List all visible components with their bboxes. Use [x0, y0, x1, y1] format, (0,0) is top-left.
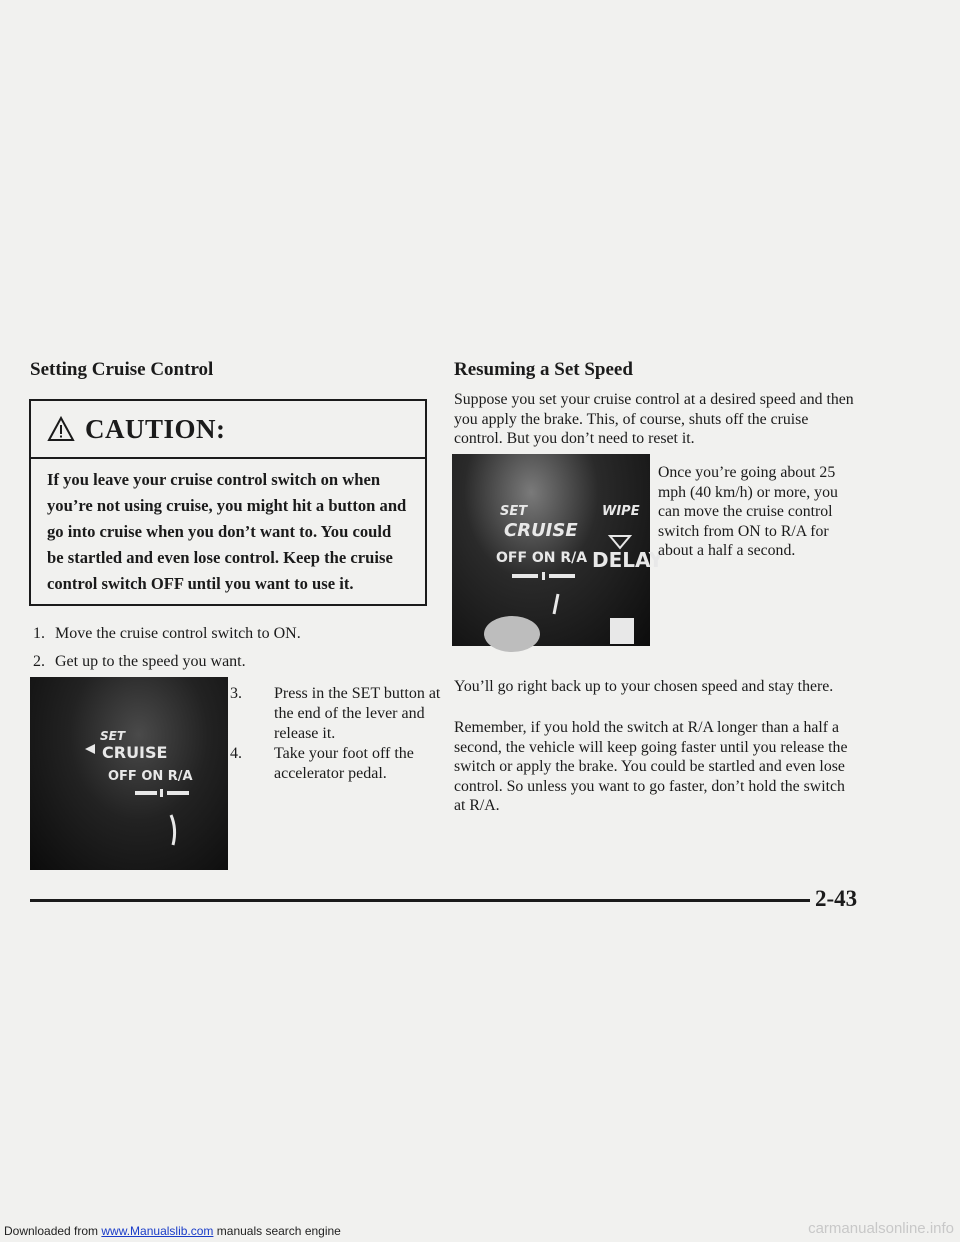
cruise-switch-photo	[30, 677, 228, 870]
step-text: Take your foot off the accelerator pedal.	[274, 745, 414, 782]
step-text: Press in the SET button at the end of the lever and release it.	[274, 685, 441, 742]
wiper-icon	[492, 514, 642, 644]
step-4	[230, 744, 454, 784]
caution-text: If you leave your cruise control switch on when you’re not using cruise, you might hit a button and go into cruise when you don’t want to. You could be startled and even lose control. Keep the cruise control switch OFF until you want to use it.	[47, 470, 407, 593]
manualslib-link[interactable]: www.Manualslib.com	[101, 1224, 214, 1238]
paragraph-result: You’ll go right back up to your chosen speed and stay there.	[454, 678, 834, 695]
paragraph-intro: Suppose you set your cruise control at a desired speed and then you apply the brake. This, of course, shuts off the cruise control. But you don’t need to reset it.	[454, 391, 854, 447]
section-heading-resuming: Resuming a Set Speed	[454, 359, 633, 380]
step-number: 4.	[230, 745, 242, 762]
caution-header	[31, 401, 425, 459]
photo-label-cruise: CRUISE	[102, 743, 168, 762]
step-3	[230, 684, 454, 744]
footer-suffix: manuals search engine	[213, 1224, 341, 1238]
download-footer	[4, 1224, 341, 1238]
step-number: 1.	[33, 625, 45, 642]
warning-triangle-icon	[47, 416, 75, 442]
paragraph-resume-instructions: Once you’re going about 25 mph (40 km/h) or more, you can move the cruise control switch from ON to R/A for about a half a second.	[658, 464, 838, 559]
section-heading-setting-cruise: Setting Cruise Control	[30, 359, 214, 380]
photo-label-set: SET	[500, 504, 528, 519]
page-number: 2-43	[815, 886, 858, 911]
photo-label-wiper: WIPE	[602, 504, 640, 519]
caution-box	[29, 399, 427, 606]
step-number: 3.	[230, 685, 242, 702]
photo-label-set: SET	[100, 729, 126, 743]
step-1	[33, 624, 301, 644]
step-text: Move the cruise control switch to ON.	[55, 625, 301, 642]
step-text: Get up to the speed you want.	[55, 653, 246, 670]
step-number: 2.	[33, 653, 45, 670]
photo-label-cruise: CRUISE	[504, 520, 578, 541]
page-footer-rule	[30, 899, 810, 902]
photo-label-modes: OFF ON R/A	[108, 769, 193, 784]
switch-arrows-graphic	[85, 737, 205, 837]
step-2	[33, 652, 246, 672]
photo-label-delay: DELAY	[592, 548, 664, 572]
footer-prefix: Downloaded from	[4, 1224, 102, 1238]
watermark: carmanualsonline.info	[808, 1220, 954, 1237]
caution-title: CAUTION:	[85, 413, 226, 444]
paragraph-warning: Remember, if you hold the switch at R/A longer than a half a second, the vehicle will keep going faster until you release the switch or apply the brake. You could be startled and even lose control. So unless you want to go faster, don’t hold the switch at R/A.	[454, 719, 848, 814]
cruise-resume-photo	[452, 454, 664, 646]
photo-label-modes: OFF ON R/A	[496, 550, 588, 566]
